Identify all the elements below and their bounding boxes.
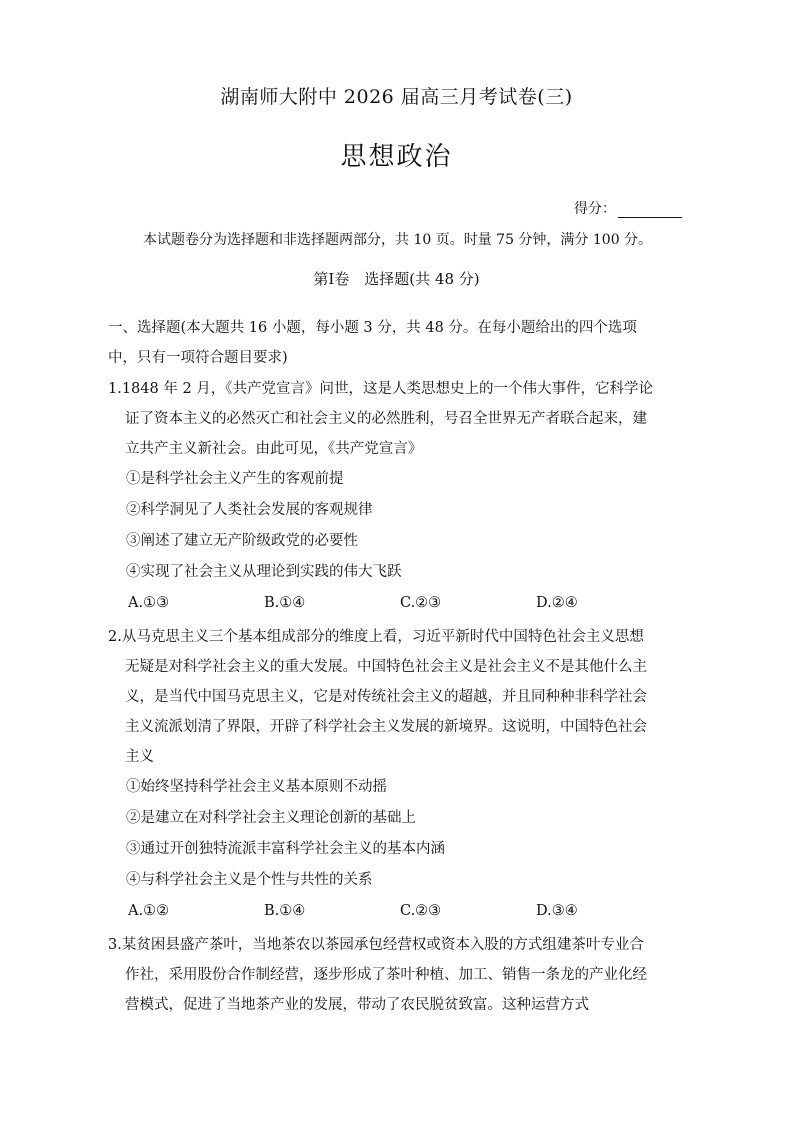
question-stem xyxy=(108,622,698,772)
choice-d: D.③④ xyxy=(536,903,578,919)
score-field xyxy=(574,198,682,218)
stem-line: 2.从马克思主义三个基本组成部分的维度上看，习近平新时代中国特色社会主义思想 xyxy=(108,629,644,645)
score-label: 得分： xyxy=(574,201,616,217)
instruction-line: 中，只有一项符合题目要求) xyxy=(108,350,288,366)
choice-d: D.②④ xyxy=(536,595,578,611)
option-statement: ③通过开创独特流派丰富科学社会主义的基本内涵 xyxy=(126,841,445,857)
option-statement: ①始终坚持科学社会主义基本原则不动摇 xyxy=(126,779,387,795)
choice-c: C.②③ xyxy=(400,595,442,611)
option-statement: ②是建立在对科学社会主义理论创新的基础上 xyxy=(126,810,416,826)
question-2 xyxy=(108,622,698,927)
score-blank xyxy=(618,203,682,218)
choice-a: A.①② xyxy=(128,903,170,919)
subject-title: 思想政治 xyxy=(340,142,453,172)
section-heading: 第Ⅰ卷 选择题(共 48 分) xyxy=(313,270,480,288)
intro-text: 本试题卷分为选择题和非选择题两部分，共 10 页。时量 75 分钟，满分 100 分。 xyxy=(143,232,653,248)
stem-line: 1.1848 年 2 月，《共产党宣言》问世，这是人类思想史上的一个伟大事件，它科学论 xyxy=(108,381,654,397)
question-1 xyxy=(108,374,698,619)
section-instructions xyxy=(108,313,698,373)
option-statement: ④实现了社会主义从理论到实践的伟大飞跃 xyxy=(126,564,402,580)
instruction-line: 一、选择题(本大题共 16 小题，每小题 3 分，共 48 分。在每小题给出的四个选项 xyxy=(108,320,637,336)
stem-line: 营模式，促进了当地茶产业的发展，带动了农民脱贫致富。这种运营方式 xyxy=(125,997,589,1013)
stem-line: 主义流派划清了界限，开辟了科学社会主义发展的新境界。这说明，中国特色社会 xyxy=(125,719,647,735)
choice-a: A.①③ xyxy=(128,595,170,611)
option-statement: ②科学洞见了人类社会发展的客观规律 xyxy=(126,502,373,518)
stem-line: 义，是当代中国马克思主义，它是对传统社会主义的超越，并且同种种非科学社会 xyxy=(125,689,647,705)
exam-title: 湖南师大附中 2026 届高三月考试卷(三) xyxy=(220,86,573,108)
stem-line: 证了资本主义的必然灭亡和社会主义的必然胜利，号召全世界无产者联合起来，建 xyxy=(125,411,647,427)
choice-c: C.②③ xyxy=(400,903,442,919)
answer-choices xyxy=(108,896,698,927)
question-3 xyxy=(108,930,698,1020)
stem-line: 3.某贫困县盛产茶叶，当地茶农以茶园承包经营权或资本入股的方式组建茶叶专业合 xyxy=(108,937,644,953)
choice-b: B.①④ xyxy=(264,903,306,919)
option-statement: ④与科学社会主义是个性与共性的关系 xyxy=(126,872,373,888)
answer-choices xyxy=(108,588,698,619)
option-statement: ①是科学社会主义产生的客观前提 xyxy=(126,471,344,487)
stem-line: 主义 xyxy=(125,749,154,765)
stem-line: 无疑是对科学社会主义的重大发展。中国特色社会主义是社会主义不是其他什么主 xyxy=(125,659,647,675)
question-stem xyxy=(108,374,698,464)
question-stem xyxy=(108,930,698,1020)
option-statement: ③阐述了建立无产阶级政党的必要性 xyxy=(126,533,358,549)
stem-line: 作社，采用股份合作制经营，逐步形成了茶叶种植、加工、销售一条龙的产业化经 xyxy=(125,967,647,983)
stem-line: 立共产主义新社会。由此可见，《共产党宣言》 xyxy=(125,441,423,457)
choice-b: B.①④ xyxy=(264,595,306,611)
